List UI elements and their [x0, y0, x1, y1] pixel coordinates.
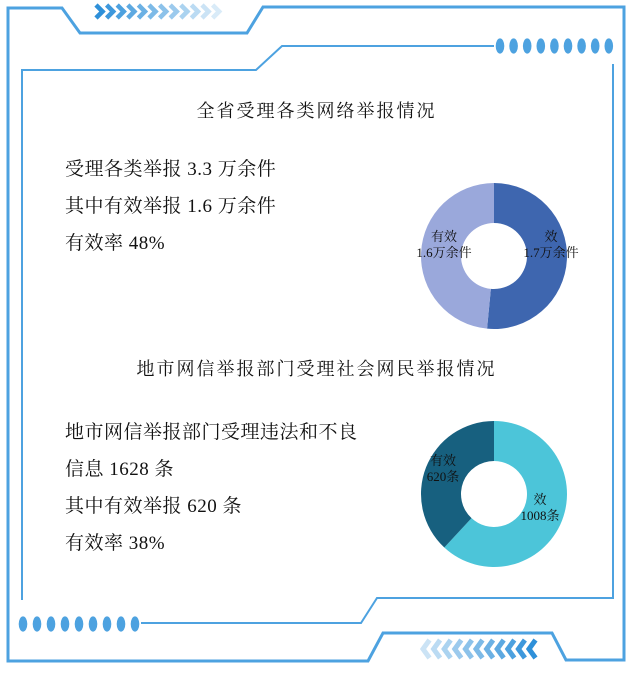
section2-stats — [65, 414, 358, 562]
chart2-label-valid: 有效 620条 — [426, 453, 460, 484]
stat-line: 有效率 38% — [65, 533, 166, 554]
dot-row-top — [496, 38, 613, 53]
section1-stats — [65, 151, 276, 262]
chart1-label-invalid: 效 1.7万余件 — [523, 229, 579, 260]
stat-line: 受理各类举报 3.3 万余件 — [65, 159, 277, 180]
dot-row-bottom — [19, 616, 140, 631]
stat-line: 其中有效举报 620 条 — [65, 496, 243, 517]
chart2-label-invalid: 效 1008条 — [520, 492, 560, 523]
section1-title: 全省受理各类网络举报情况 — [196, 101, 437, 121]
donut-chart-province — [414, 176, 579, 336]
stat-line: 信息 1628 条 — [65, 459, 175, 480]
stat-line: 其中有效举报 1.6 万余件 — [65, 196, 277, 217]
stat-line: 地市网信举报部门受理违法和不良 — [65, 422, 358, 443]
chevron-row-bottom-icon — [423, 640, 536, 658]
chart1-label-valid: 有效 1.6万余件 — [416, 229, 472, 260]
donut-chart-city — [414, 414, 574, 574]
chevron-row-top-icon — [96, 5, 219, 18]
section2-title: 地市网信举报部门受理社会网民举报情况 — [136, 359, 497, 379]
stat-line: 有效率 48% — [65, 233, 166, 254]
